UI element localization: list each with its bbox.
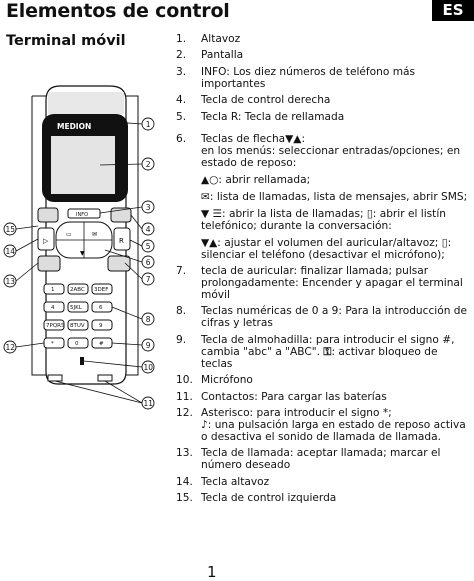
svg-text:10: 10 — [143, 363, 154, 372]
r-key-icon: R — [119, 237, 124, 245]
arrow-down-icon: ▼ — [80, 250, 85, 257]
svg-text:3DEF: 3DEF — [94, 287, 109, 293]
redial-icon: ○ — [209, 173, 219, 186]
microphone — [80, 357, 84, 365]
svg-text:3: 3 — [145, 203, 151, 212]
left-soft-key[interactable] — [38, 208, 58, 222]
svg-text:8: 8 — [145, 315, 151, 324]
key-star[interactable] — [44, 338, 64, 348]
call-key[interactable] — [38, 256, 60, 271]
arrow-up-icon: ▲ — [201, 173, 210, 186]
list-item: 6. Teclas de flecha▼▲: en los menús: seleccionar entradas/opciones; en estado de reposo: ▲○: abrir rellamada; ✉: lista de llamadas, lista de mensajes, abrir SMS; ▼ ☰: abrir la lista de llamadas; ▯: abrir el listín telefónico; durante la conversación: ▼▲: ajustar el volumen del auricular/altavoz; ▯: silenciar el teléfono (desactivar el micrófono); — [176, 132, 468, 261]
list-item: 12. Asterisco: para introducir el signo *; ♪: una pulsación larga en estado de reposo activa o desactiva el sonido de llamada de llamada. — [176, 406, 466, 443]
list-icon: ☰ — [212, 207, 223, 220]
list-item: 9. Tecla de almohadilla: para introducir el signo #, cambia "abc" a "ABC". ⚿: activar bloqueo de teclas — [176, 333, 455, 370]
svg-text:#: # — [99, 341, 104, 347]
svg-text:9: 9 — [145, 341, 151, 350]
svg-text:0: 0 — [75, 341, 79, 347]
charging-contact-right — [98, 375, 112, 381]
svg-text:1: 1 — [145, 120, 151, 129]
svg-text:11: 11 — [143, 399, 154, 408]
list-item: 8. Teclas numéricas de 0 a 9: Para la introducción de cifras y letras — [176, 305, 468, 330]
svg-text:4: 4 — [145, 225, 151, 234]
page-number: 1 — [207, 563, 217, 581]
list-item: 2. Pantalla — [176, 49, 244, 62]
svg-text:6: 6 — [145, 258, 151, 267]
list-item: 4. Tecla de control derecha — [176, 94, 331, 107]
list-item: 5. Tecla R: Tecla de rellamada — [176, 110, 345, 123]
list-item: 1. Altavoz — [176, 33, 241, 45]
svg-text:8TUV: 8TUV — [70, 323, 85, 329]
list-item: 15. Tecla de control izquierda — [176, 492, 337, 505]
arrow-down-up-icon: ▼▲ — [201, 236, 218, 249]
brand-logo: MEDION — [57, 122, 92, 131]
phonebook-icon: ▯ — [441, 236, 448, 249]
svg-text:5JKL: 5JKL — [70, 305, 82, 311]
svg-text:5: 5 — [145, 242, 151, 251]
note-icon: ♪ — [201, 418, 208, 431]
svg-text:*: * — [51, 341, 54, 347]
end-key[interactable] — [108, 256, 130, 271]
svg-text:13: 13 — [5, 277, 16, 286]
charging-contact-left — [48, 375, 62, 381]
list-item: 11. Contactos: Para cargar las baterías — [176, 390, 387, 403]
envelope-icon: ✉ — [92, 231, 98, 238]
svg-text:4: 4 — [51, 305, 55, 311]
svg-text:INFO: INFO — [76, 212, 89, 218]
list-item: 14. Tecla altavoz — [176, 475, 270, 488]
svg-text:9: 9 — [99, 323, 103, 329]
svg-text:1: 1 — [51, 287, 55, 293]
svg-text:2ABC: 2ABC — [70, 287, 85, 293]
contacts-icon: ▭ — [66, 231, 72, 238]
list-item: 3. INFO: Los diez números de teléfono más importantes — [176, 65, 416, 90]
controls-list — [176, 33, 470, 508]
svg-text:12: 12 — [5, 343, 16, 352]
svg-text:7: 7 — [145, 275, 151, 284]
svg-text:15: 15 — [5, 225, 16, 234]
speaker-icon: ▷ — [43, 237, 49, 245]
svg-text:14: 14 — [5, 247, 16, 256]
language-badge: ES — [432, 0, 474, 21]
svg-text:2: 2 — [145, 160, 151, 169]
page-title: Elementos de control — [6, 0, 230, 22]
arrow-down-icon: ▼ — [201, 207, 210, 220]
section-title: Terminal móvil — [6, 33, 126, 49]
svg-text:7PQRS: 7PQRS — [46, 323, 65, 329]
phonebook-icon: ▯ — [366, 207, 373, 220]
list-item: 13. Tecla de llamada: aceptar llamada; marcar el número deseado — [176, 447, 441, 472]
envelope-icon: ✉ — [201, 190, 210, 203]
handset-illustration — [0, 80, 176, 420]
key-lock-icon: ⚿ — [323, 345, 332, 358]
list-item: 7. tecla de auricular: finalizar llamada; pulsar prolongadamente: Encender y apagar el terminal móvil — [176, 264, 463, 301]
speaker-area — [48, 92, 124, 114]
list-item: 10. Micrófono — [176, 374, 253, 387]
svg-text:6: 6 — [99, 305, 103, 311]
